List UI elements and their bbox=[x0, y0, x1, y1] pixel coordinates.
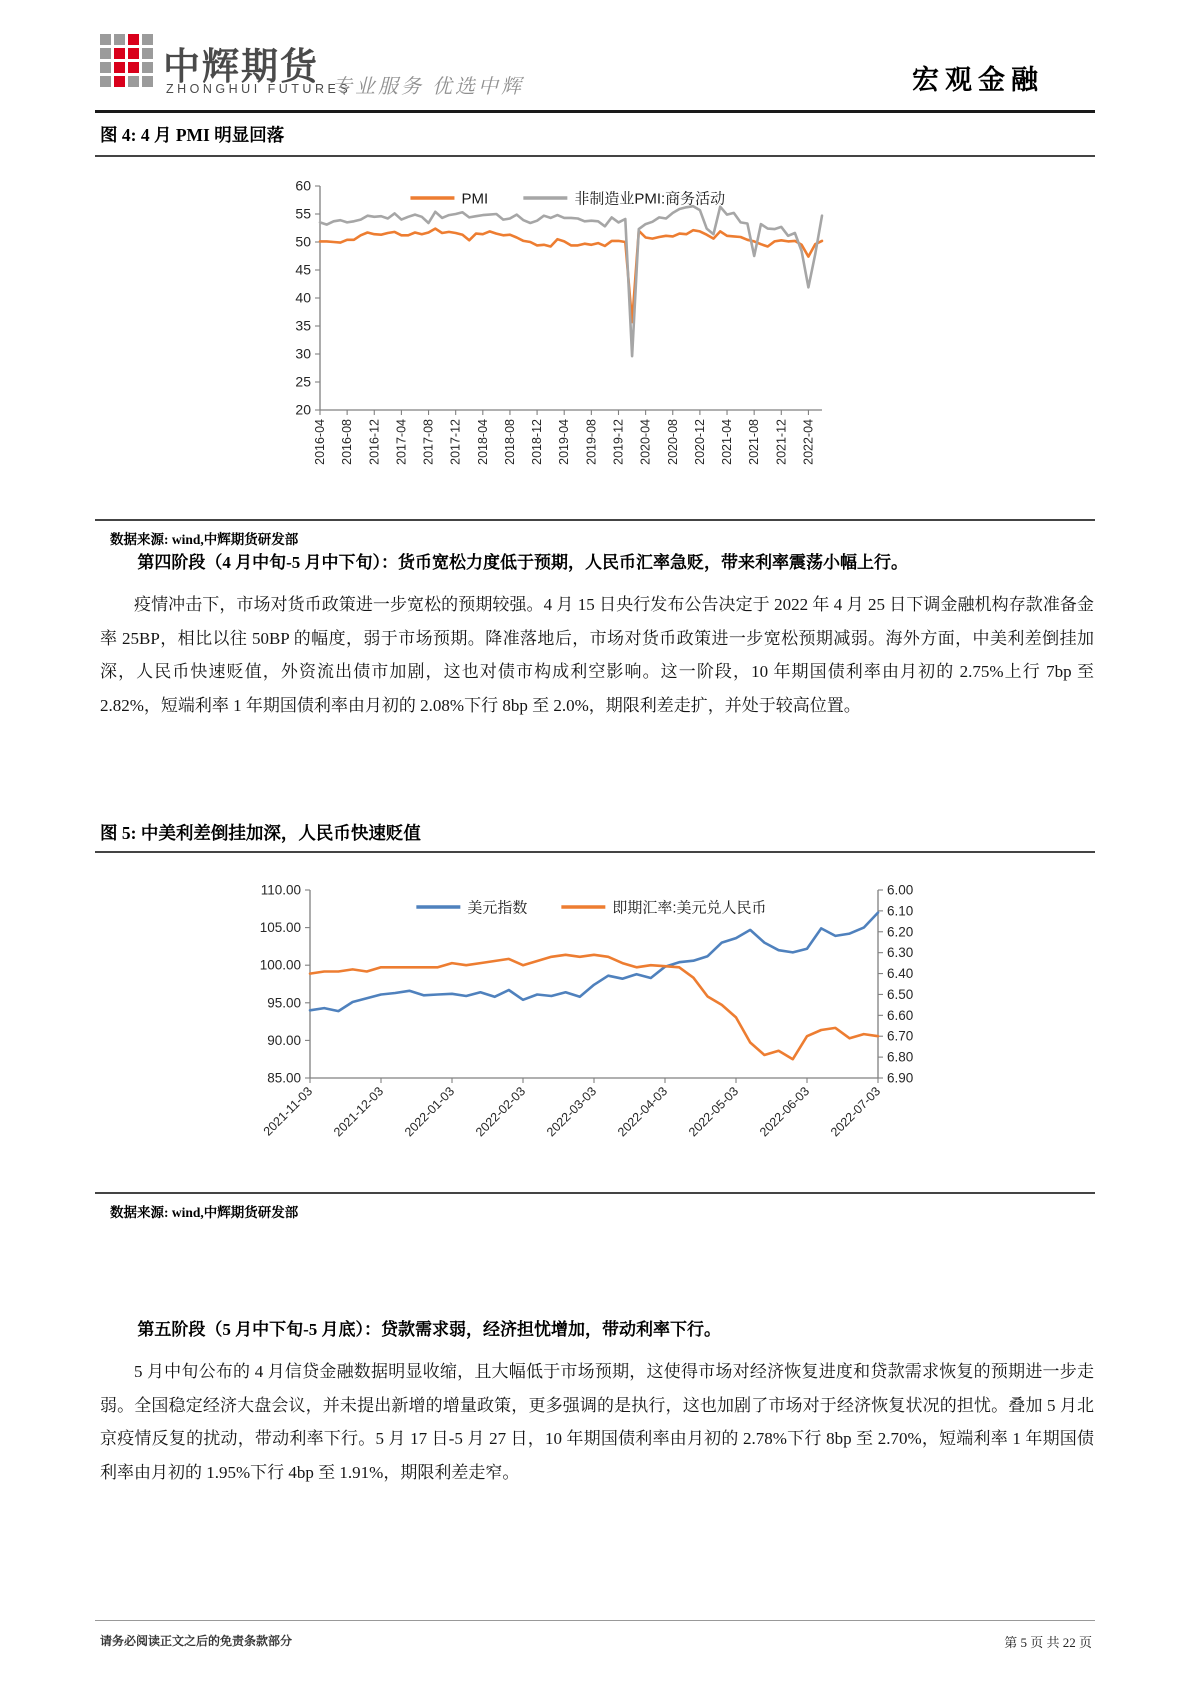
svg-text:110.00: 110.00 bbox=[260, 882, 301, 898]
figure5-title: 图 5: 中美利差倒挂加深，人民币快速贬值 bbox=[100, 823, 421, 843]
brand-name-en: ZHONGHUI FUTURES bbox=[166, 82, 352, 96]
svg-text:2019-08: 2019-08 bbox=[584, 419, 599, 465]
svg-text:6.60: 6.60 bbox=[887, 1007, 914, 1023]
svg-text:2020-12: 2020-12 bbox=[692, 419, 707, 465]
report-section-title: 宏观金融 bbox=[912, 65, 1044, 95]
svg-text:2017-08: 2017-08 bbox=[421, 419, 436, 465]
svg-text:2022-07-03: 2022-07-03 bbox=[828, 1084, 884, 1140]
company-logo-icon bbox=[100, 34, 153, 87]
svg-text:2022-03-03: 2022-03-03 bbox=[544, 1084, 600, 1140]
svg-text:90.00: 90.00 bbox=[267, 1032, 301, 1048]
svg-text:非制造业PMI:商务活动: 非制造业PMI:商务活动 bbox=[574, 190, 726, 208]
brand-name-cn: 中辉期货 bbox=[163, 46, 319, 87]
svg-text:2019-12: 2019-12 bbox=[611, 419, 626, 465]
figure5-source-divider bbox=[95, 1192, 1095, 1194]
stage5-heading: 第五阶段（5 月中下旬-5 月底）：贷款需求弱，经济担忧增加，带动利率下行。 bbox=[137, 1320, 722, 1339]
figure4-title-divider bbox=[95, 155, 1095, 157]
svg-text:6.10: 6.10 bbox=[887, 903, 914, 919]
svg-text:2021-04: 2021-04 bbox=[720, 419, 735, 465]
svg-text:105.00: 105.00 bbox=[259, 920, 301, 936]
figure4-title: 图 4: 4 月 PMI 明显回落 bbox=[100, 125, 285, 145]
svg-text:6.50: 6.50 bbox=[887, 986, 914, 1002]
svg-text:60: 60 bbox=[295, 177, 311, 194]
svg-text:6.40: 6.40 bbox=[887, 966, 914, 982]
svg-text:2018-04: 2018-04 bbox=[475, 419, 490, 465]
svg-text:2019-04: 2019-04 bbox=[557, 419, 572, 465]
footer-divider bbox=[95, 1620, 1095, 1621]
svg-text:2017-12: 2017-12 bbox=[448, 419, 463, 465]
svg-text:6.70: 6.70 bbox=[887, 1028, 914, 1044]
svg-text:6.90: 6.90 bbox=[887, 1070, 914, 1086]
svg-text:2016-08: 2016-08 bbox=[340, 419, 355, 465]
svg-text:30: 30 bbox=[295, 345, 311, 362]
svg-text:2017-04: 2017-04 bbox=[394, 419, 409, 465]
usd-index-cny-line-chart bbox=[235, 860, 955, 1190]
svg-text:85.00: 85.00 bbox=[267, 1070, 301, 1086]
svg-text:PMI: PMI bbox=[461, 190, 489, 208]
svg-text:2020-08: 2020-08 bbox=[665, 419, 680, 465]
brand-slogan: 专业服务 优选中辉 bbox=[332, 76, 524, 98]
header-divider bbox=[95, 110, 1095, 113]
svg-text:45: 45 bbox=[295, 261, 311, 278]
stage5-paragraph: 5 月中旬公布的 4 月信贷金融数据明显收缩，且大幅低于市场预期，这使得市场对经济恢复进度和贷款需求恢复的预期进一步走弱。全国稳定经济大盘会议，并未提出新增的增量政策，更多强调的是执行，这也加剧了市场对于经济恢复状况的担忧。叠加 5 月北京疫情反复的扰动，带动利率下行。5 月 17 日-5 月 27 日，10 年期国债利率由月初的 2.78%下行 8bp 至 2.70%，短端利率 1 年期国债利率由月初的 1.95%下行 4bp 至 1.91%，期限利差走窄。 bbox=[100, 1362, 1094, 1482]
svg-text:2022-04: 2022-04 bbox=[801, 419, 816, 465]
svg-text:2022-05-03: 2022-05-03 bbox=[686, 1084, 742, 1140]
svg-text:2018-12: 2018-12 bbox=[530, 419, 545, 465]
stage4-heading: 第四阶段（4 月中旬-5 月中下旬）：货币宽松力度低于预期，人民币汇率急贬，带来利率震荡小幅上行。 bbox=[137, 553, 909, 572]
svg-text:2016-12: 2016-12 bbox=[367, 419, 382, 465]
svg-text:2022-01-03: 2022-01-03 bbox=[402, 1084, 458, 1140]
svg-text:55: 55 bbox=[295, 205, 311, 222]
svg-text:2021-12-03: 2021-12-03 bbox=[331, 1084, 387, 1140]
svg-text:2016-04: 2016-04 bbox=[313, 419, 327, 465]
svg-text:即期汇率:美元兑人民币: 即期汇率:美元兑人民币 bbox=[612, 899, 767, 917]
stage4-paragraph: 疫情冲击下，市场对货币政策进一步宽松的预期较强。4 月 15 日央行发布公告决定于 2022 年 4 月 25 日下调金融机构存款准备金率 25BP，相比以往 50BP 的幅度，弱于市场预期。降准落地后，市场对货币政策进一步宽松预期减弱。海外方面，中美利差倒挂加深，人民币快速贬值，外资流出债市加剧，这也对债市构成利空影响。这一阶段，10 年期国债利率由月初的 2.75%上行 7bp 至 2.82%，短端利率 1 年期国债利率由月初的 2.08%下行 8bp 至 2.0%，期限利差走扩，并处于较高位置。 bbox=[100, 595, 1094, 715]
svg-text:2022-04-03: 2022-04-03 bbox=[615, 1084, 671, 1140]
footer-disclaimer: 请务必阅读正文之后的免责条款部分 bbox=[100, 1634, 293, 1648]
svg-text:2022-02-03: 2022-02-03 bbox=[473, 1084, 529, 1140]
figure4-source-note: 数据来源: wind,中辉期货研发部 bbox=[110, 532, 299, 547]
pmi-line-chart bbox=[278, 166, 878, 501]
svg-text:2021-12: 2021-12 bbox=[774, 419, 789, 465]
svg-text:35: 35 bbox=[295, 317, 311, 334]
svg-text:美元指数: 美元指数 bbox=[467, 899, 528, 917]
svg-text:6.80: 6.80 bbox=[887, 1049, 914, 1065]
svg-text:2021-11-03: 2021-11-03 bbox=[260, 1084, 316, 1139]
svg-text:100.00: 100.00 bbox=[259, 957, 301, 973]
svg-text:6.20: 6.20 bbox=[887, 924, 914, 940]
svg-text:20: 20 bbox=[295, 401, 311, 418]
svg-text:95.00: 95.00 bbox=[267, 995, 301, 1011]
svg-text:2022-06-03: 2022-06-03 bbox=[757, 1084, 813, 1140]
svg-text:6.30: 6.30 bbox=[887, 945, 914, 961]
figure5-source-note: 数据来源: wind,中辉期货研发部 bbox=[110, 1205, 299, 1220]
svg-text:40: 40 bbox=[295, 289, 311, 306]
figure4-source-divider bbox=[95, 519, 1095, 521]
footer-page-number: 第 5 页 共 22 页 bbox=[1004, 1635, 1092, 1650]
svg-text:2018-08: 2018-08 bbox=[502, 419, 517, 465]
svg-text:2021-08: 2021-08 bbox=[747, 419, 762, 465]
svg-text:25: 25 bbox=[295, 373, 311, 390]
svg-text:50: 50 bbox=[295, 233, 311, 250]
figure5-title-divider bbox=[95, 851, 1095, 853]
svg-text:2020-04: 2020-04 bbox=[638, 419, 653, 465]
svg-text:6.00: 6.00 bbox=[887, 882, 914, 898]
